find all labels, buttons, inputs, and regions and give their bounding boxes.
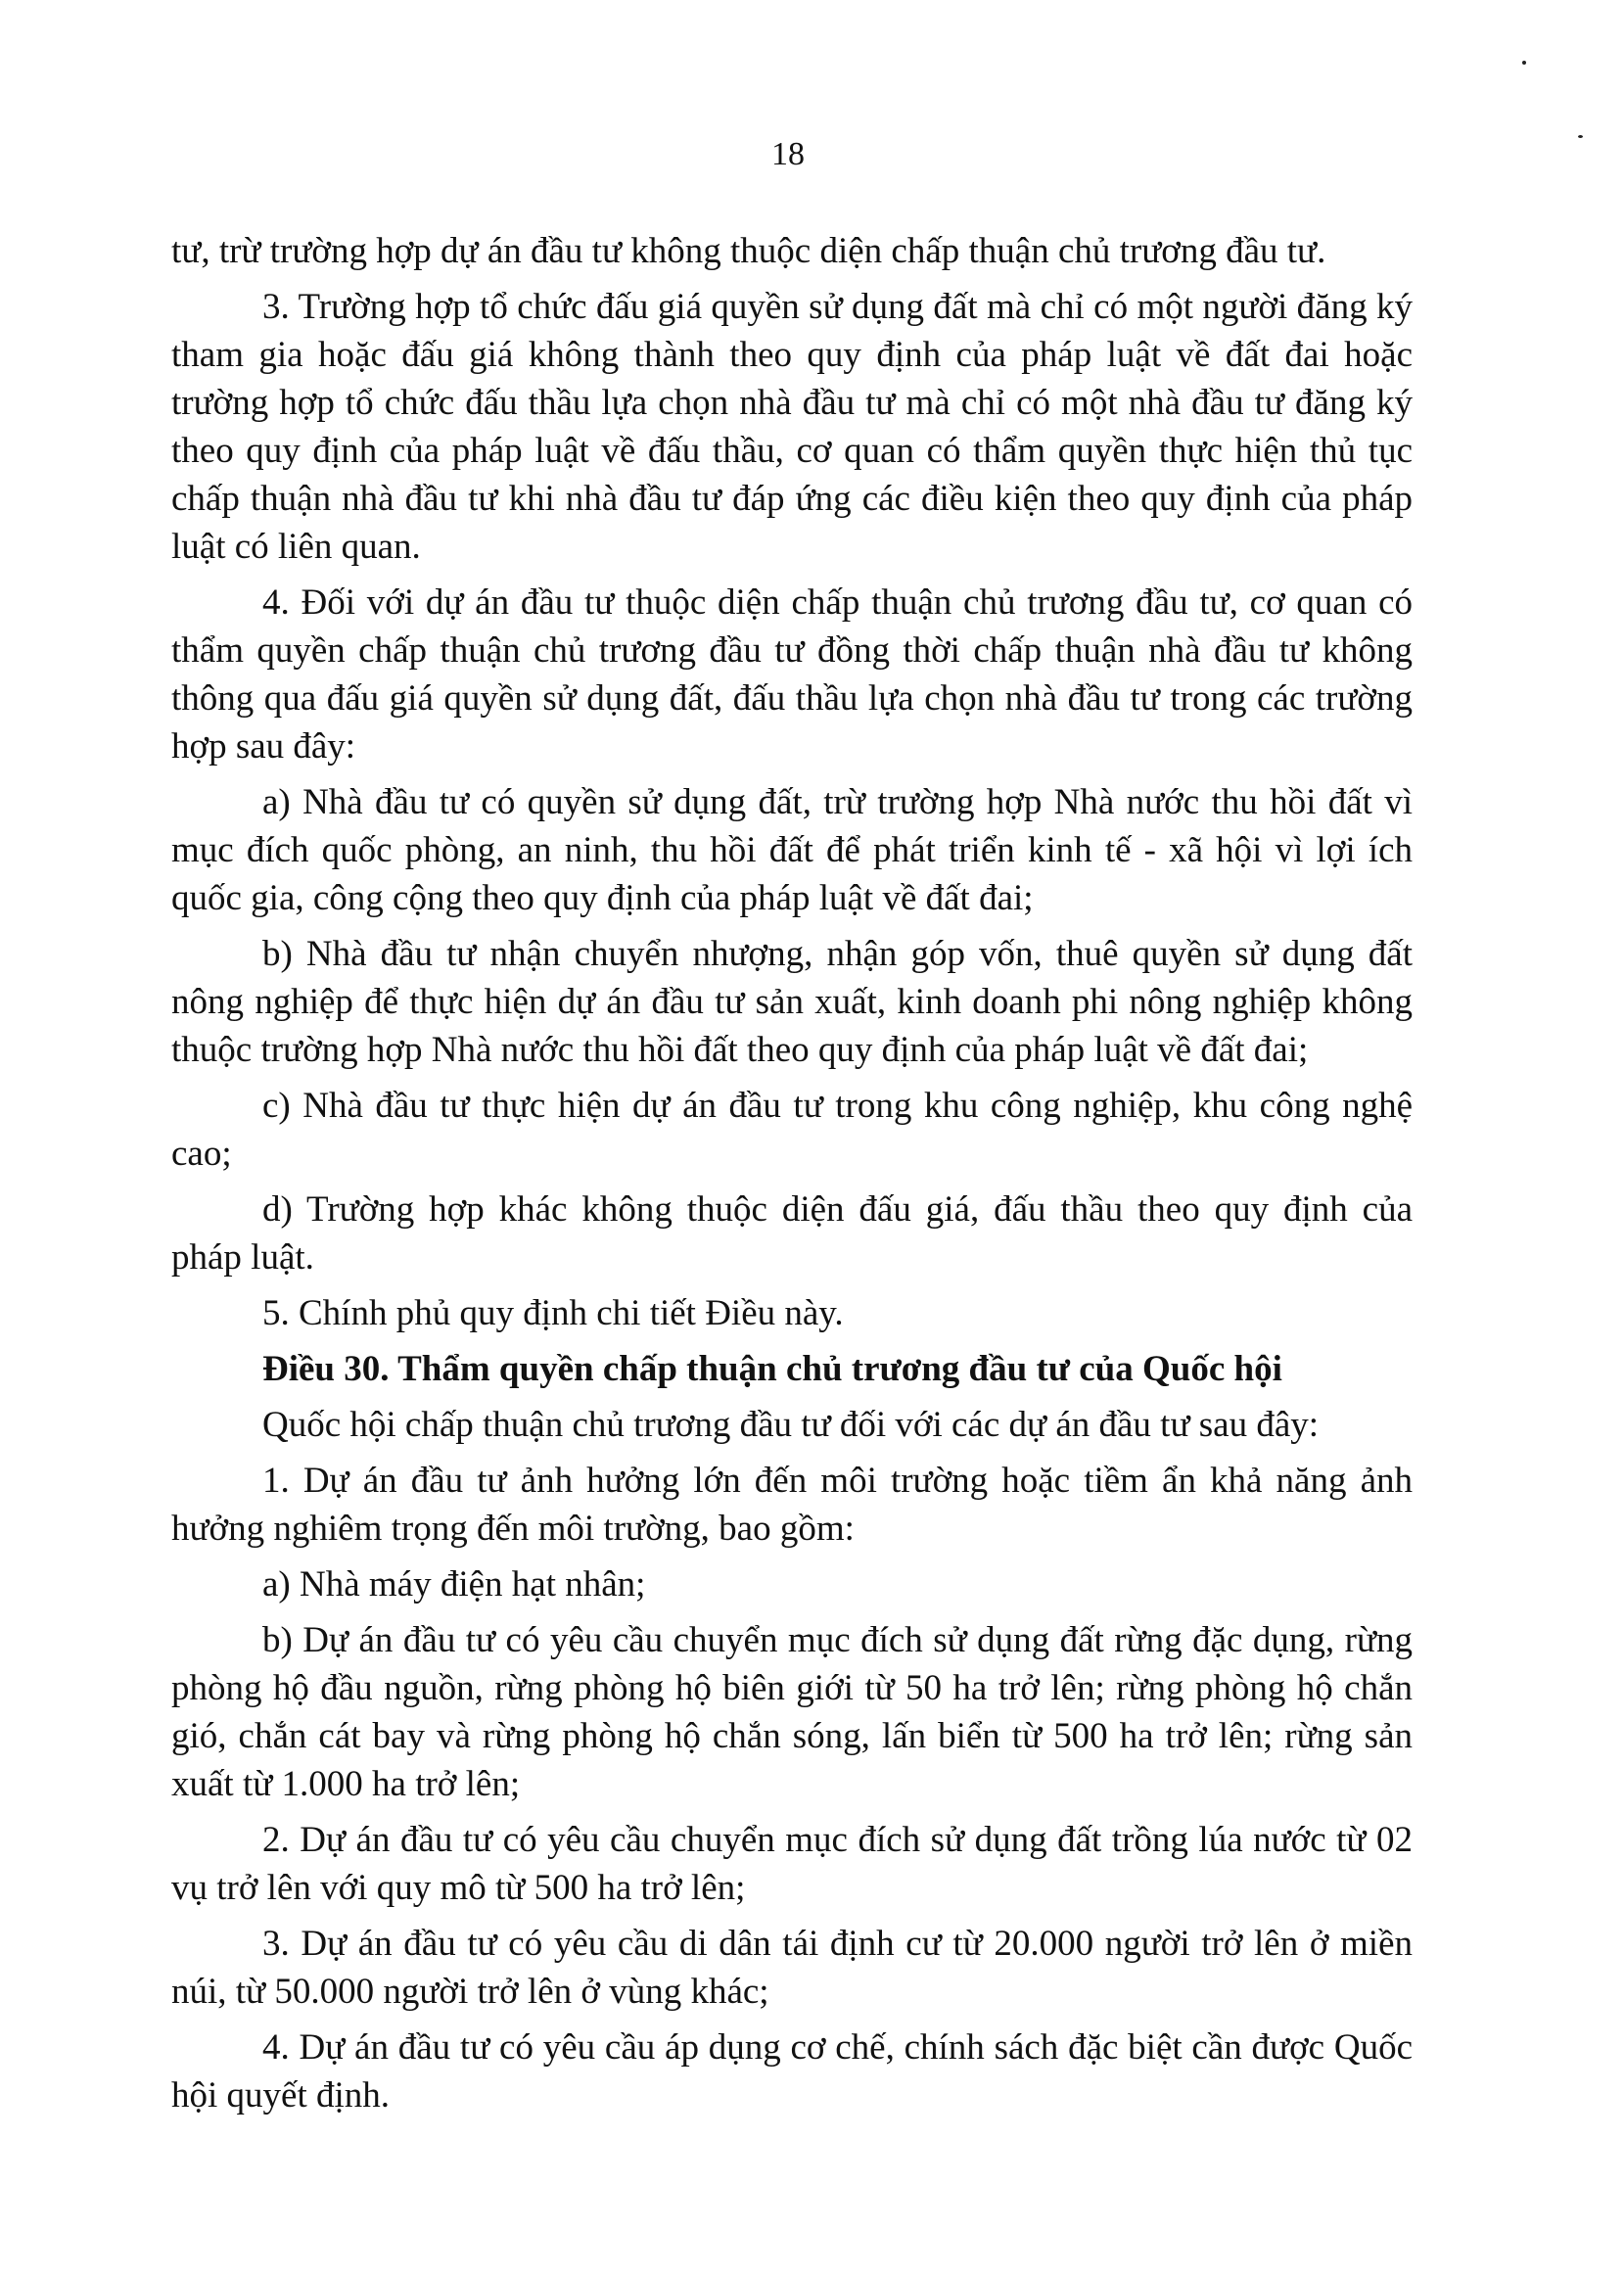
article-30-clause-2: 2. Dự án đầu tư có yêu cầu chuyển mục đích sử dụng đất trồng lúa nước từ 02 vụ trở lên với quy mô từ 500 ha trở lên; [171, 1820, 1413, 1908]
article-30-intro: Quốc hội chấp thuận chủ trương đầu tư đối với các dự án đầu tư sau đây: [262, 1405, 1320, 1445]
article-30-clause-3: 3. Dự án đầu tư có yêu cầu di dân tái định cư từ 20.000 người trở lên ở miền núi, từ 50.000 người trở lên ở vùng khác; [171, 1924, 1413, 2012]
scan-speck [1522, 61, 1526, 65]
paragraph-continuation: tư, trừ trường hợp dự án đầu tư không thuộc diện chấp thuận chủ trương đầu tư. [171, 231, 1326, 271]
point-a: a) Nhà đầu tư có quyền sử dụng đất, trừ trường hợp Nhà nước thu hồi đất vì mục đích quốc phòng, an ninh, thu hồi đất để phát triển kinh tế - xã hội vì lợi ích quốc gia, công cộng theo quy định của pháp luật về đất đai; [171, 782, 1413, 918]
clause-4: 4. Đối với dự án đầu tư thuộc diện chấp thuận chủ trương đầu tư, cơ quan có thẩm quyền chấp thuận chủ trương đầu tư đồng thời chấp thuận nhà đầu tư không thông qua đấu giá quyền sử dụng đất, đấu thầu lựa chọn nhà đầu tư trong các trường hợp sau đây: [171, 582, 1413, 767]
point-c: c) Nhà đầu tư thực hiện dự án đầu tư trong khu công nghiệp, khu công nghệ cao; [171, 1086, 1413, 1174]
point-b: b) Nhà đầu tư nhận chuyển nhượng, nhận góp vốn, thuê quyền sử dụng đất nông nghiệp để thực hiện dự án đầu tư sản xuất, kinh doanh phi nông nghiệp không thuộc trường hợp Nhà nước thu hồi đất theo quy định của pháp luật về đất đai; [171, 934, 1413, 1070]
point-d: d) Trường hợp khác không thuộc diện đấu giá, đấu thầu theo quy định của pháp luật. [171, 1189, 1413, 1278]
article-30-heading: Điều 30. Thẩm quyền chấp thuận chủ trương đầu tư của Quốc hội [262, 1349, 1282, 1389]
article-30-clause-4: 4. Dự án đầu tư có yêu cầu áp dụng cơ chế, chính sách đặc biệt cần được Quốc hội quyết định. [171, 2027, 1413, 2116]
page-number: 18 [771, 136, 805, 172]
article-30-clause-1: 1. Dự án đầu tư ảnh hưởng lớn đến môi trường hoặc tiềm ẩn khả năng ảnh hưởng nghiêm trọng đến môi trường, bao gồm: [171, 1461, 1413, 1549]
document-body [171, 227, 1413, 2127]
clause-5: 5. Chính phủ quy định chi tiết Điều này. [262, 1293, 844, 1333]
article-30-point-b: b) Dự án đầu tư có yêu cầu chuyển mục đích sử dụng đất rừng đặc dụng, rừng phòng hộ đầu nguồn, rừng phòng hộ biên giới từ 50 ha trở lên; rừng phòng hộ chắn gió, chắn cát bay và rừng phòng hộ chắn sóng, lấn biển từ 500 ha trở lên; rừng sản xuất từ 1.000 ha trở lên; [171, 1620, 1413, 1804]
scan-speck [1578, 135, 1583, 138]
clause-3: 3. Trường hợp tổ chức đấu giá quyền sử dụng đất mà chỉ có một người đăng ký tham gia hoặc đấu giá không thành theo quy định của pháp luật về đất đai hoặc trường hợp tổ chức đấu thầu lựa chọn nhà đầu tư mà chỉ có một nhà đầu tư đăng ký theo quy định của pháp luật về đấu thầu, cơ quan có thẩm quyền thực hiện thủ tục chấp thuận nhà đầu tư khi nhà đầu tư đáp ứng các điều kiện theo quy định của pháp luật có liên quan. [171, 287, 1413, 567]
article-30-point-a: a) Nhà máy điện hạt nhân; [262, 1564, 646, 1605]
